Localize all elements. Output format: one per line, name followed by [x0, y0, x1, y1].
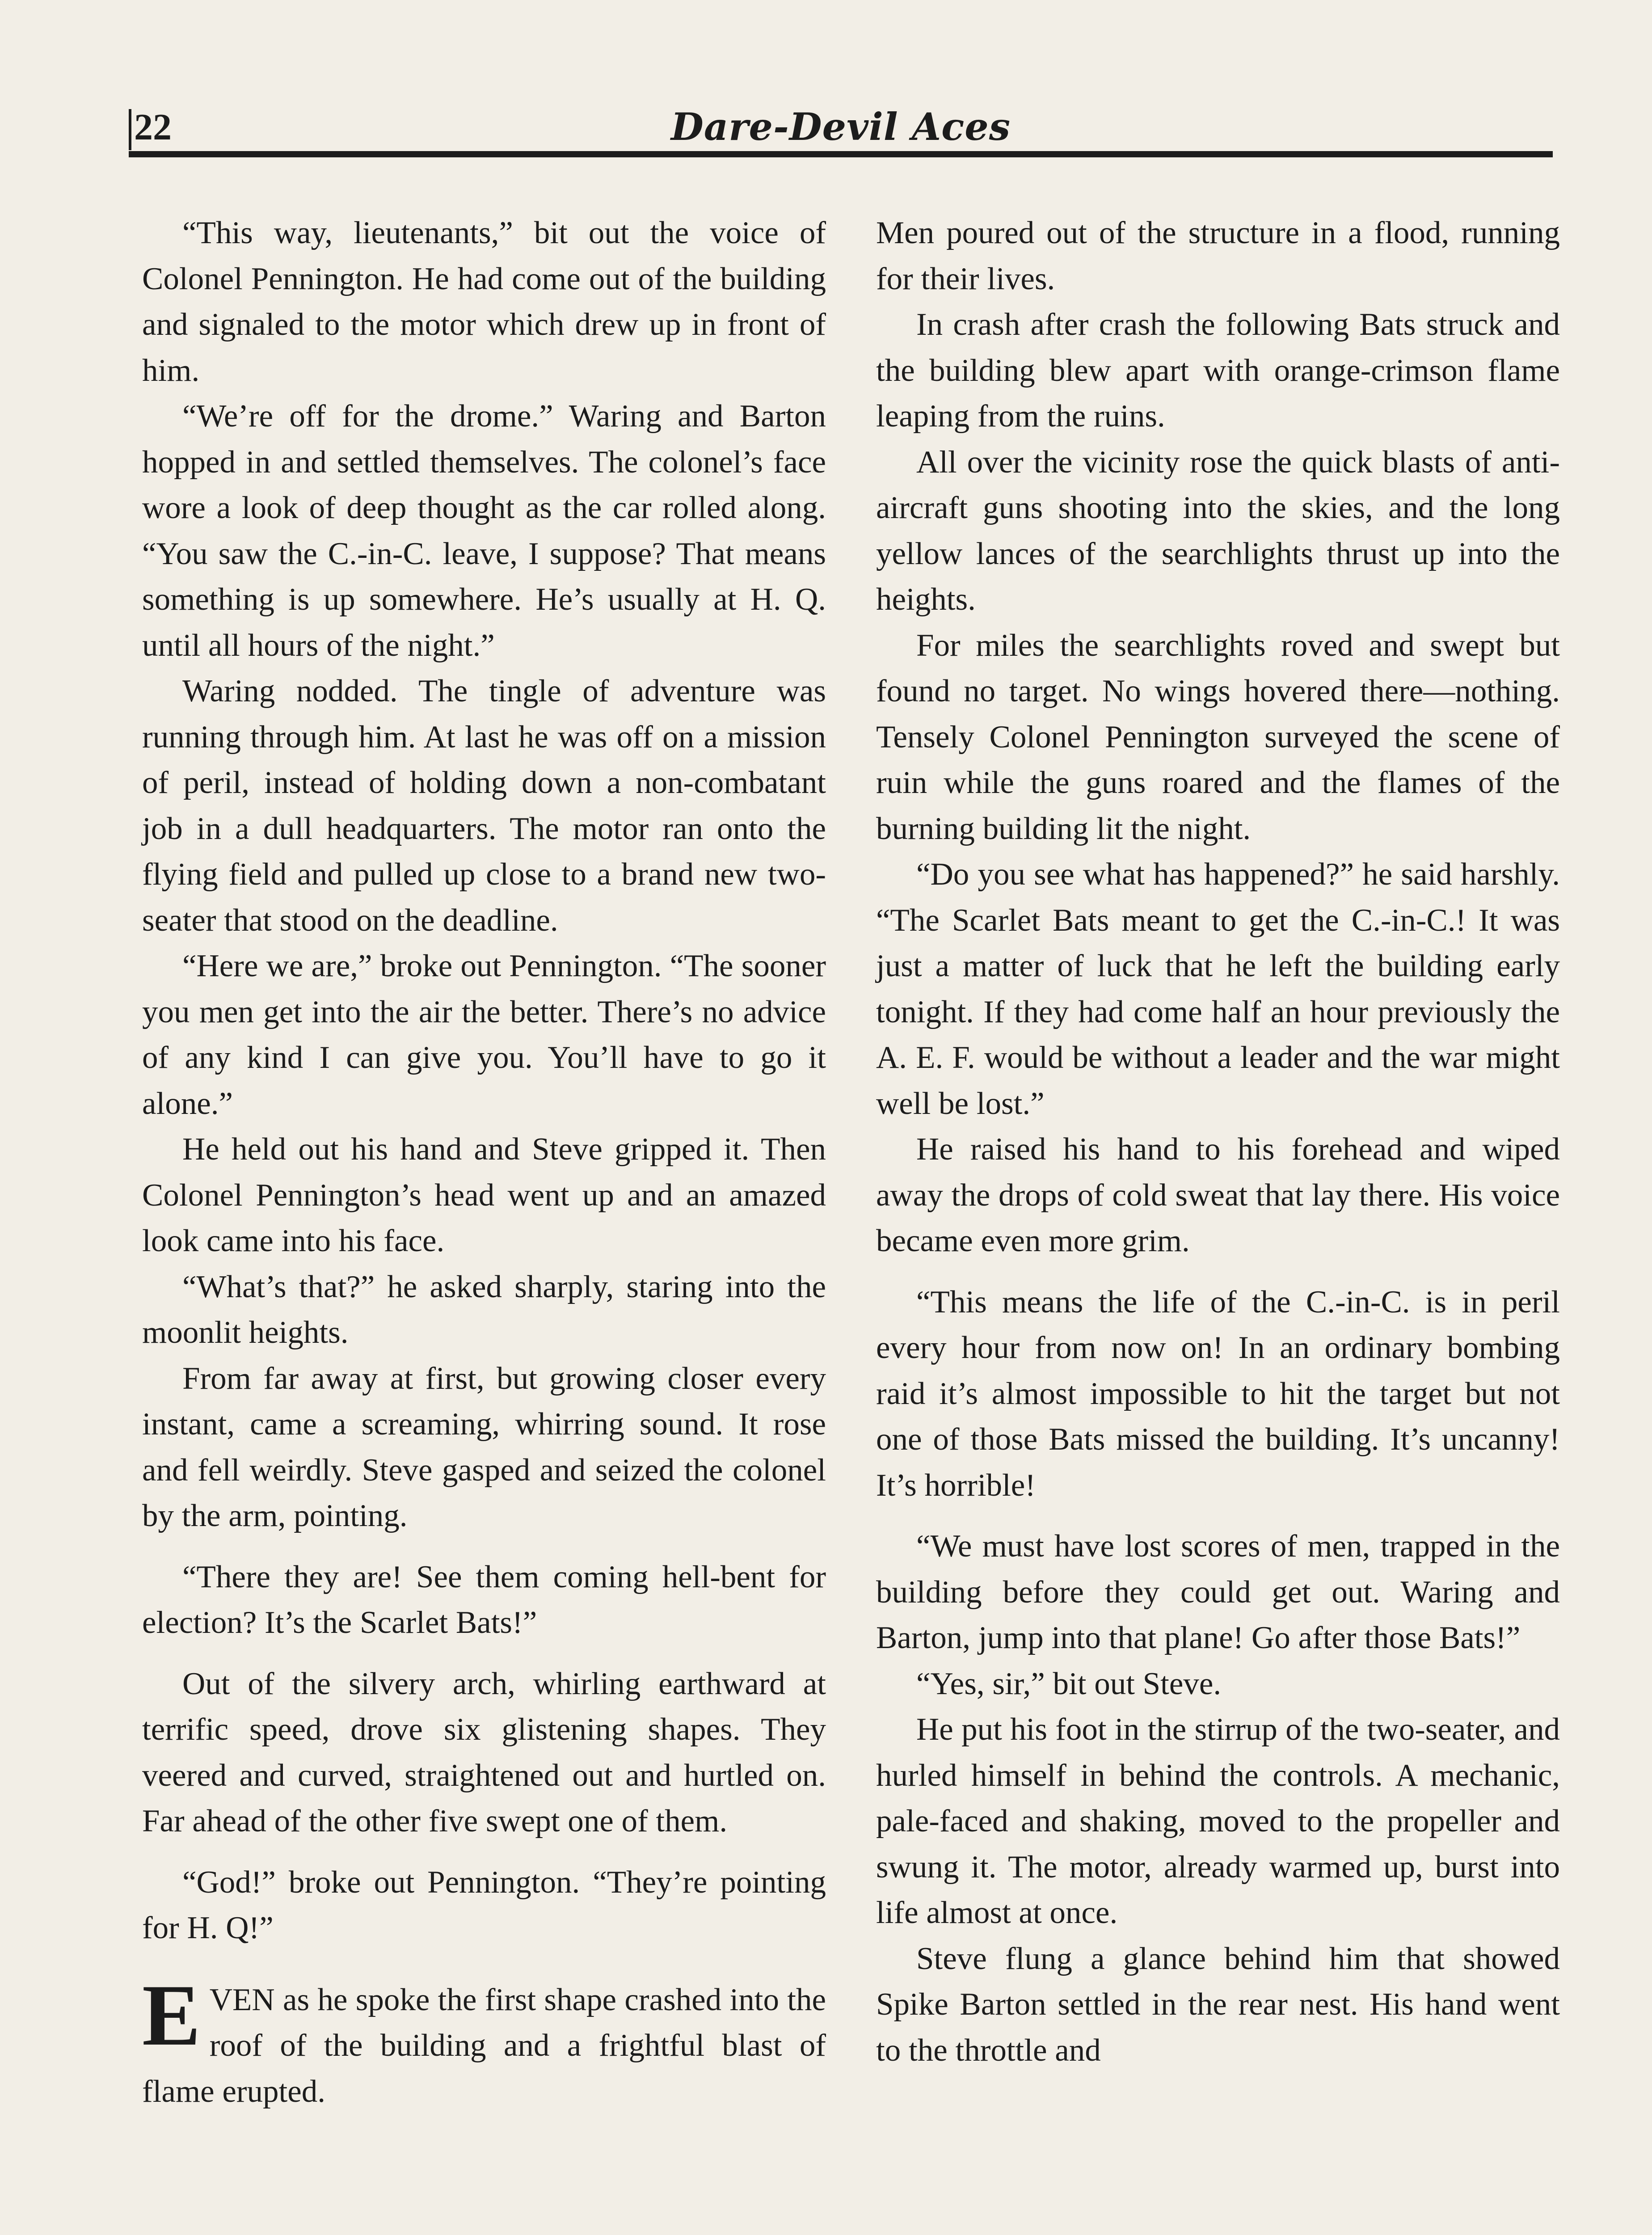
paragraph: Steve flung a glance behind him that showed Spike Barton settled in the rear nest. His hand went to the throttle and — [876, 1941, 1560, 2068]
paragraph: All over the vicinity rose the quick blasts of anti-aircraft guns shooting into the skies, and the long yellow lances of the searchlights thrust up into the heights. — [876, 444, 1560, 617]
paragraph: He held out his hand and Steve gripped it. Then Colonel Pennington’s head went up and an amazed look came into his face. — [142, 1132, 826, 1258]
paragraph: “We’re off for the drome.” Waring and Barton hopped in and settled themselves. The colonel’s face wore a look of deep thought as the car rolled along. “You saw the C.-in-C. leave, I suppose? That means something is up somewhere. He’s usually at H. Q. until all hours of the night.” — [142, 399, 826, 663]
paragraph: “We must have lost scores of men, trapped in the building before they could get out. Waring and Barton, jump into that plane! Go after those Bats!” — [876, 1529, 1560, 1655]
paragraph: He put his foot in the stirrup of the two-seater, and hurled himself in behind the controls. A mechanic, pale-faced and shaking, moved to the propeller and swung it. The motor, already warmed up, burst into life almost at once. — [876, 1712, 1560, 1930]
dropcap-paragraph-text: VEN as he spoke the first shape crashed into the roof of the building and a frightful blast of flame erupted. — [142, 1982, 826, 2109]
paragraph: “What’s that?” he asked sharply, staring into the moonlit heights. — [142, 1269, 826, 1350]
right-column — [876, 210, 1560, 2073]
paragraph: Out of the silvery arch, whirling earthward at terrific speed, drove six glistening shapes. They veered and curved, straightened out and hurtled on. Far ahead of the other five swept one of them. — [142, 1666, 826, 1839]
dropcap-paragraph — [142, 1966, 826, 2115]
paragraph: Waring nodded. The tingle of adventure was running through him. At last he was off on a mission of peril, instead of holding down a non-combatant job in a dull headquarters. The motor ran onto the flying field and pulled up close to a brand new two-seater that stood on the deadline. — [142, 674, 826, 938]
drop-cap: E — [142, 1966, 201, 2064]
header-rule — [129, 151, 1553, 157]
paragraph: In crash after crash the following Bats struck and the building blew apart with orange-crimson flame leaping from the ruins. — [876, 307, 1560, 434]
continued-paragraph: Men poured out of the structure in a flood, running for their lives. — [876, 215, 1560, 296]
paragraph: “Yes, sir,” bit out Steve. — [916, 1666, 1222, 1701]
paragraph: “There they are! See them coming hell-bent for election? It’s the Scarlet Bats!” — [142, 1559, 826, 1640]
paragraph: From far away at first, but growing closer every instant, came a screaming, whirring sound. It rose and fell weirdly. Steve gasped and seized the colonel by the arm, pointing. — [142, 1361, 826, 1533]
magazine-title: Dare-Devil Aces — [670, 105, 1011, 149]
paragraph: He raised his hand to his forehead and wiped away the drops of cold sweat that lay there. His voice became even more grim. — [876, 1132, 1560, 1258]
left-column — [142, 210, 826, 2114]
paragraph: “Here we are,” broke out Pennington. “The sooner you men get into the air the better. There’s no advice of any kind I can give you. You’ll have to go it alone.” — [142, 949, 826, 1121]
page-number: 22 — [134, 106, 172, 148]
paragraph: “Do you see what has happened?” he said harshly. “The Scarlet Bats meant to get the C.-in-C.! It was just a matter of luck that he left the building early tonight. If they had come half an hour previously the A. E. F. would be without a leader and the war might well be lost.” — [876, 857, 1560, 1121]
page-header — [129, 97, 1553, 151]
paragraph: “God!” broke out Pennington. “They’re pointing for H. Q!” — [142, 1864, 826, 1945]
paragraph: For miles the searchlights roved and swept but found no target. No wings hovered there—nothing. Tensely Colonel Pennington surveyed the scene of ruin while the guns roared and the flames of the burning building lit the night. — [876, 628, 1560, 846]
paragraph: “This way, lieutenants,” bit out the voice of Colonel Pennington. He had come out of the building and signaled to the motor which drew up in front of him. — [142, 215, 826, 388]
paragraph: “This means the life of the C.-in-C. is in peril every hour from now on! In an ordinary bombing raid it’s almost impossible to hit the target but not one of those Bats missed the building. It’s uncanny! It’s horrible! — [876, 1284, 1560, 1503]
